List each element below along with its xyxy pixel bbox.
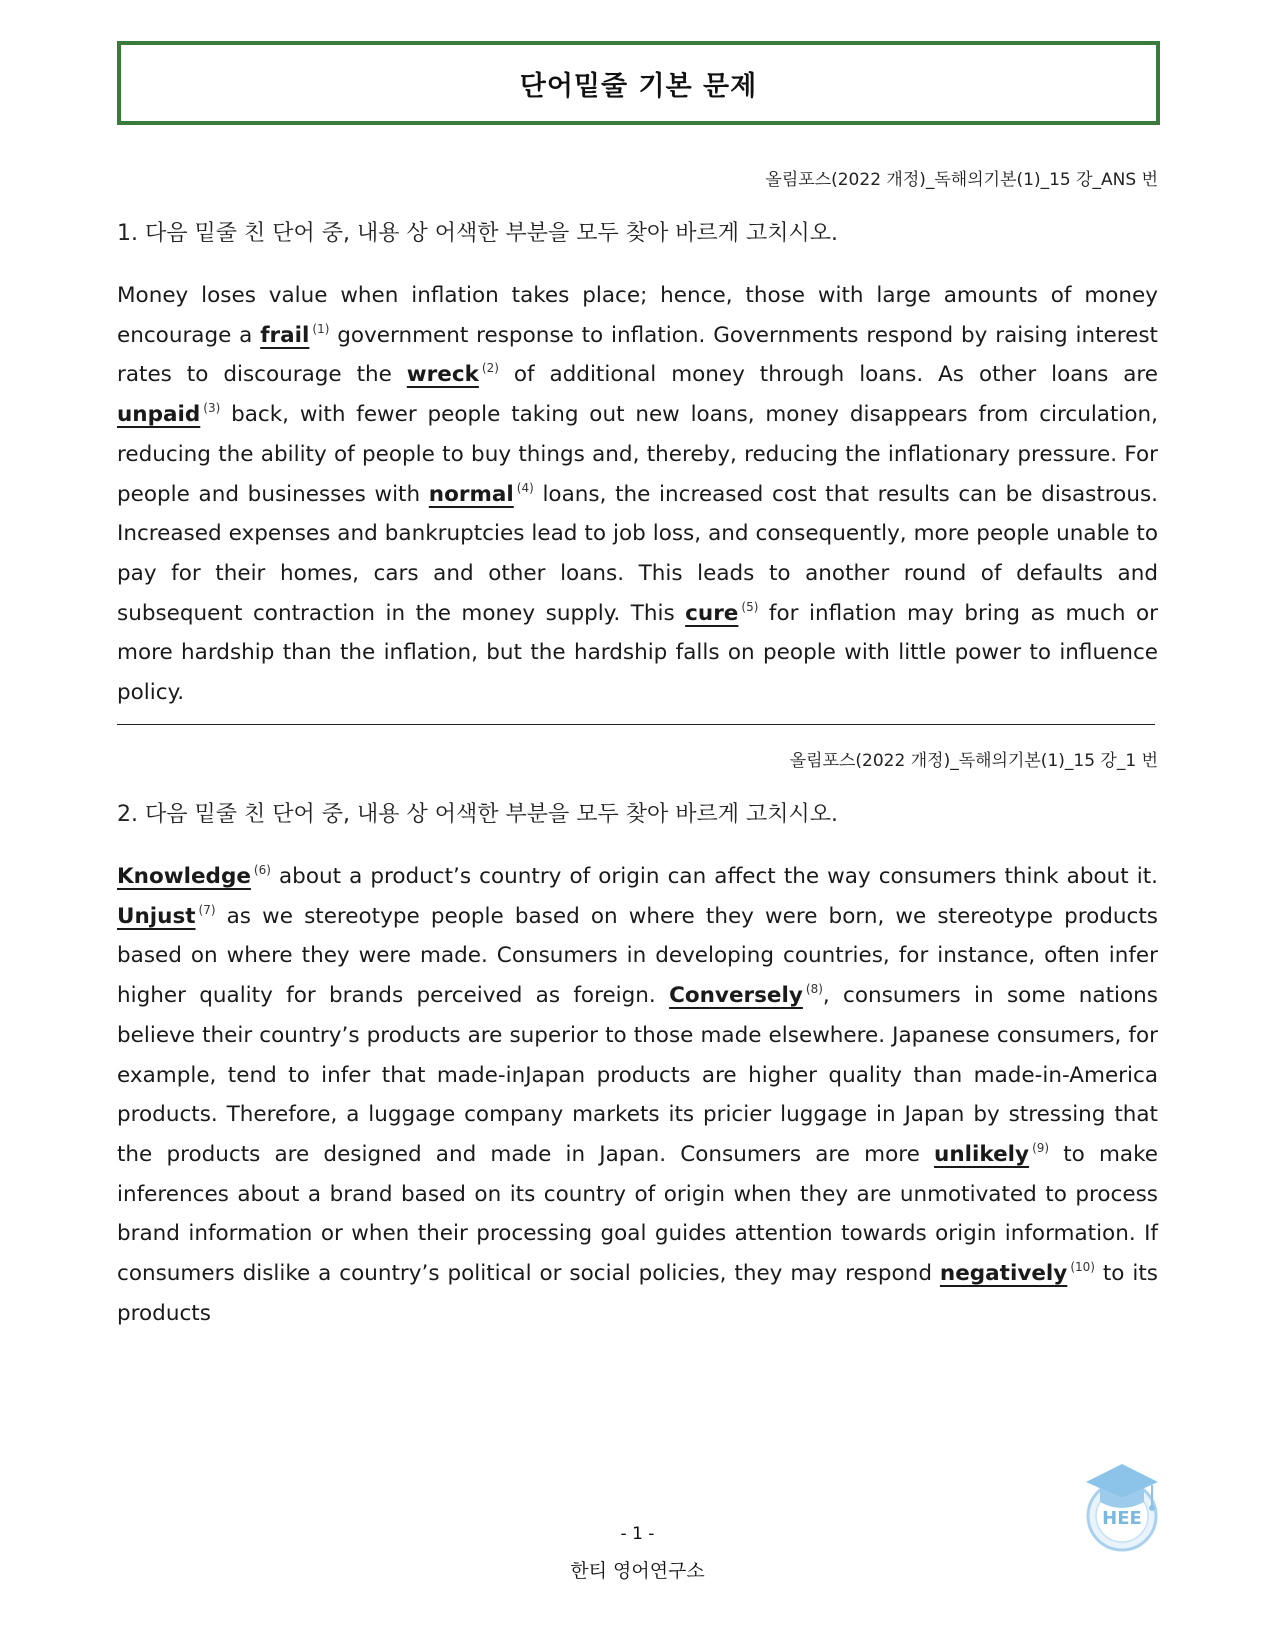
underlined-word-9: unlikely bbox=[934, 1141, 1030, 1167]
page-number: - 1 - bbox=[620, 1524, 655, 1544]
marker-7: (7) bbox=[198, 902, 216, 917]
passage-1: Money loses value when inflation takes place; hence, those with large amounts of money encourage a frail $^{(1)}$ government response to inflation. Governments respond by raising interest rates to discourage the wreck $^{(2)}$ of additional money through loans. As other loans are unpaid $^{(3)}$ back, with fewer people taking out new loans, money disappears from circulation, reducing the ability of people to buy things and, thereby, reducing the inflationary pressure. For people and businesses with normal $^{(4)}$ loans, the increased cost that results can be disastrous. Increased expenses and bankruptcies lead to job loss, and consequently, more people unable to pay for their homes, cars and other loans. This leads to another round of defaults and subsequent contraction in the money supply. This cure $^{(5)}$ for inflation may bring as much or more hardship than the inflation, but the hardship falls on people with little power to influence policy. bbox=[117, 283, 1158, 706]
section-divider bbox=[117, 724, 1155, 725]
underlined-word-1: frail bbox=[260, 322, 310, 348]
marker-9: (9) bbox=[1032, 1140, 1050, 1155]
underlined-word-3: unpaid bbox=[117, 402, 201, 428]
underlined-word-2: wreck bbox=[406, 362, 479, 388]
page-title: 단어밑줄 기본 문제 bbox=[519, 70, 758, 102]
logo-text: HEE bbox=[1102, 1508, 1142, 1529]
source-label-2: 올림포스(2022 개정)_독해의기본(1)_15 강_1 번 bbox=[789, 751, 1158, 771]
source-label-1: 올림포스(2022 개정)_독해의기본(1)_15 강_ANS 번 bbox=[765, 170, 1158, 190]
marker-10: (10) bbox=[1070, 1260, 1095, 1275]
marker-8: (8) bbox=[805, 982, 823, 997]
marker-4: (4) bbox=[516, 480, 534, 495]
underlined-word-5: cure bbox=[685, 600, 739, 626]
underlined-word-4: normal bbox=[428, 481, 514, 507]
marker-6: (6) bbox=[253, 863, 271, 877]
publisher-name: 한티 영어연구소 bbox=[570, 1560, 705, 1582]
marker-5: (5) bbox=[741, 599, 759, 614]
underlined-word-6: Knowledge bbox=[117, 864, 251, 889]
underlined-word-7: Unjust bbox=[117, 903, 196, 929]
question-2: 2. 다음 밑줄 친 단어 중, 내용 상 어색한 부분을 모두 찾아 바르게 고치시오. bbox=[117, 802, 838, 827]
title-box bbox=[117, 41, 1160, 125]
marker-2: (2) bbox=[481, 361, 499, 376]
marker-1: (1) bbox=[312, 321, 330, 336]
underlined-word-10: negatively bbox=[939, 1261, 1068, 1287]
underlined-word-8: Conversely bbox=[669, 983, 803, 1009]
passage-2: Knowledge $^{(6)}$ about a product’s country of origin can affect the way consumers think about it. Unjust $^{(7)}$ as we stereotype people based on where they were born, we stereotype products based on where they were made. Consumers in developing countries, for instance, often infer higher quality for brands perceived as foreign. Conversely $^{(8)}$, consumers in some nations believe their country’s products are superior to those made elsewhere. Japanese consumers, for example, tend to infer that made-inJapan products are higher quality than made-in-America products. Therefore, a luggage company markets its pricier luggage in Japan by stressing that the products are designed and made in Japan. Consumers are more unlikely $^{(9)}$ to make inferences about a brand based on its country of origin when they are unmotivated to process brand information or when their processing goal guides attention towards origin information. If consumers dislike a country’s political or social policies, they may respond negatively $^{(10)}$ to its products bbox=[117, 863, 1158, 1326]
question-1: 1. 다음 밑줄 친 단어 중, 내용 상 어색한 부분을 모두 찾아 바르게 고치시오. bbox=[117, 221, 838, 246]
marker-3: (3) bbox=[203, 401, 221, 416]
